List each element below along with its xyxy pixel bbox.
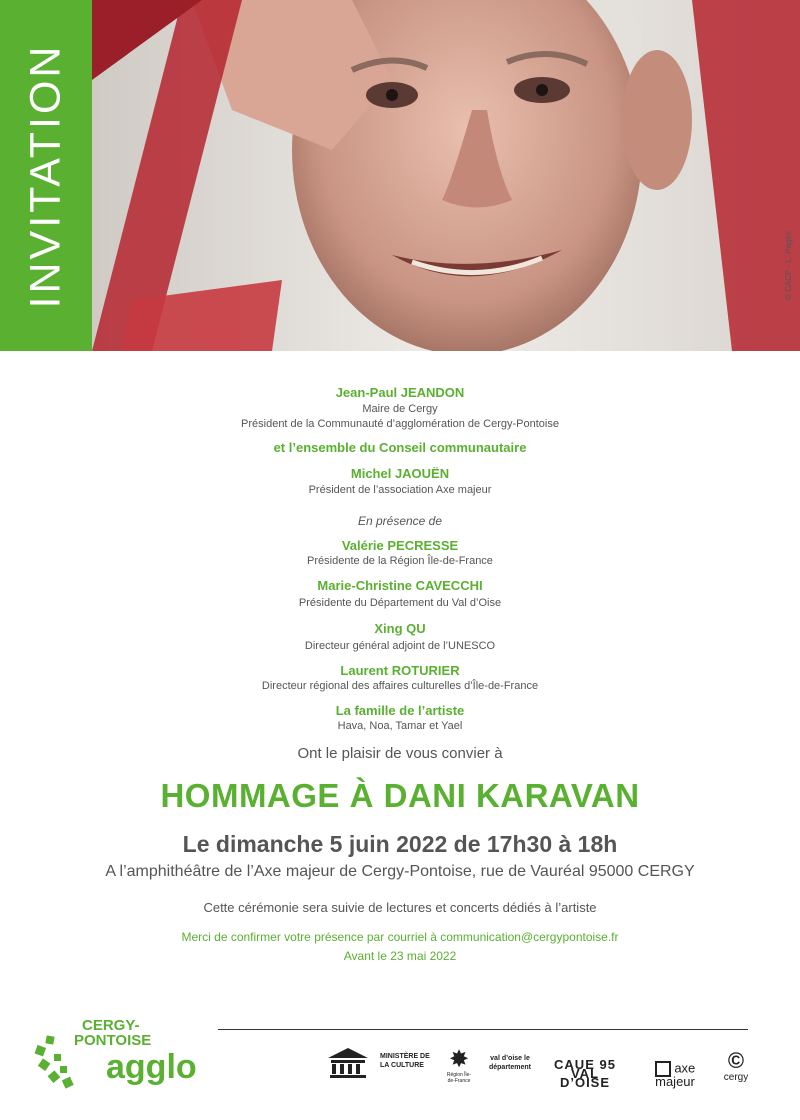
- presence-label: En présence de: [357, 514, 443, 528]
- guest-name: Xing QU: [374, 621, 426, 636]
- guest-role: Directeur régional des affaires culturelles d’Île-de-France: [261, 680, 539, 692]
- host-role: Président de la Communauté d’agglomération de Cergy-Pontoise: [241, 418, 559, 430]
- guest-name: La famille de l’artiste: [335, 703, 465, 718]
- rsvp-line: Merci de confirmer votre présence par courriel à communication@cergypontoise.fr: [181, 930, 619, 944]
- caue-logo: CAUE 95 VAL D’OISE: [554, 1057, 616, 1090]
- guest-name: Valérie PECRESSE: [341, 538, 459, 553]
- agglo-logo-line2: PONTOISE: [74, 1032, 152, 1049]
- axe-majeur-logo: [638, 1060, 712, 1089]
- invitation-label: INVITATION: [21, 43, 70, 309]
- region-logo-text: Région Île-de-France: [446, 1072, 472, 1084]
- photo-credit: © CACP - L. Pagès: [784, 231, 793, 300]
- guest-role: Présidente de la Région Île-de-France: [307, 555, 493, 567]
- guest-role: Présidente du Département du Val d’Oise: [298, 597, 502, 609]
- cergy-logo-text: cergy: [723, 1072, 749, 1083]
- region-idf-logo: [444, 1048, 474, 1084]
- host-name: Michel JAOUËN: [350, 466, 450, 481]
- guest-role: Directeur général adjoint de l’UNESCO: [304, 640, 496, 652]
- host-2: [0, 440, 800, 455]
- event-place: A l’amphithéâtre de l’Axe majeur de Cergy-Pontoise, rue de Vauréal 95000 CERGY: [105, 863, 695, 880]
- cergy-logo: [720, 1050, 752, 1083]
- cergy-pontoise-agglo-logo: [34, 1016, 220, 1090]
- event-date: Le dimanche 5 juin 2022 de 17h30 à 18h: [182, 831, 618, 857]
- guest-4: [0, 663, 800, 692]
- unesco-logo: [326, 1048, 370, 1080]
- footer-divider: [218, 1029, 748, 1030]
- ministere-culture-logo: MINISTÈRE DE LA CULTURE: [380, 1053, 430, 1069]
- guest-5: [0, 703, 800, 732]
- cergy-c-icon: ©: [727, 1048, 745, 1073]
- invitation-band: [0, 0, 92, 351]
- guest-1: [0, 538, 800, 567]
- guest-name: Marie-Christine CAVECCHI: [317, 578, 483, 593]
- event-title: HOMMAGE À DANI KARAVAN: [160, 777, 640, 814]
- star-icon: ✸: [448, 1046, 470, 1073]
- invite-line: Ont le plaisir de vous convier à: [297, 745, 503, 762]
- host-name: et l’ensemble du Conseil communautaire: [273, 440, 527, 455]
- guest-role: Hava, Noa, Tamar et Yael: [337, 720, 463, 732]
- host-1: [0, 385, 800, 430]
- rsvp-deadline: Avant le 23 mai 2022: [343, 949, 457, 963]
- val-doise-logo: val d’oise le département: [488, 1055, 531, 1071]
- agglo-logo-line3: agglo: [106, 1048, 197, 1086]
- axe-majeur-logo-text: axe majeur: [655, 1060, 696, 1089]
- host-role: Président de l’association Axe majeur: [308, 484, 492, 496]
- host-role: Maire de Cergy: [362, 403, 438, 415]
- guest-name: Laurent ROTURIER: [340, 663, 460, 678]
- event-note: Cette cérémonie sera suivie de lectures et concerts dédiés à l’artiste: [203, 900, 597, 915]
- guest-2: [0, 578, 800, 609]
- portrait-photo: [92, 0, 800, 351]
- host-name: Jean-Paul JEANDON: [335, 385, 465, 400]
- guest-3: [0, 621, 800, 652]
- host-3: [0, 466, 800, 496]
- agglo-logo-line1: CERGY-: [82, 1017, 140, 1034]
